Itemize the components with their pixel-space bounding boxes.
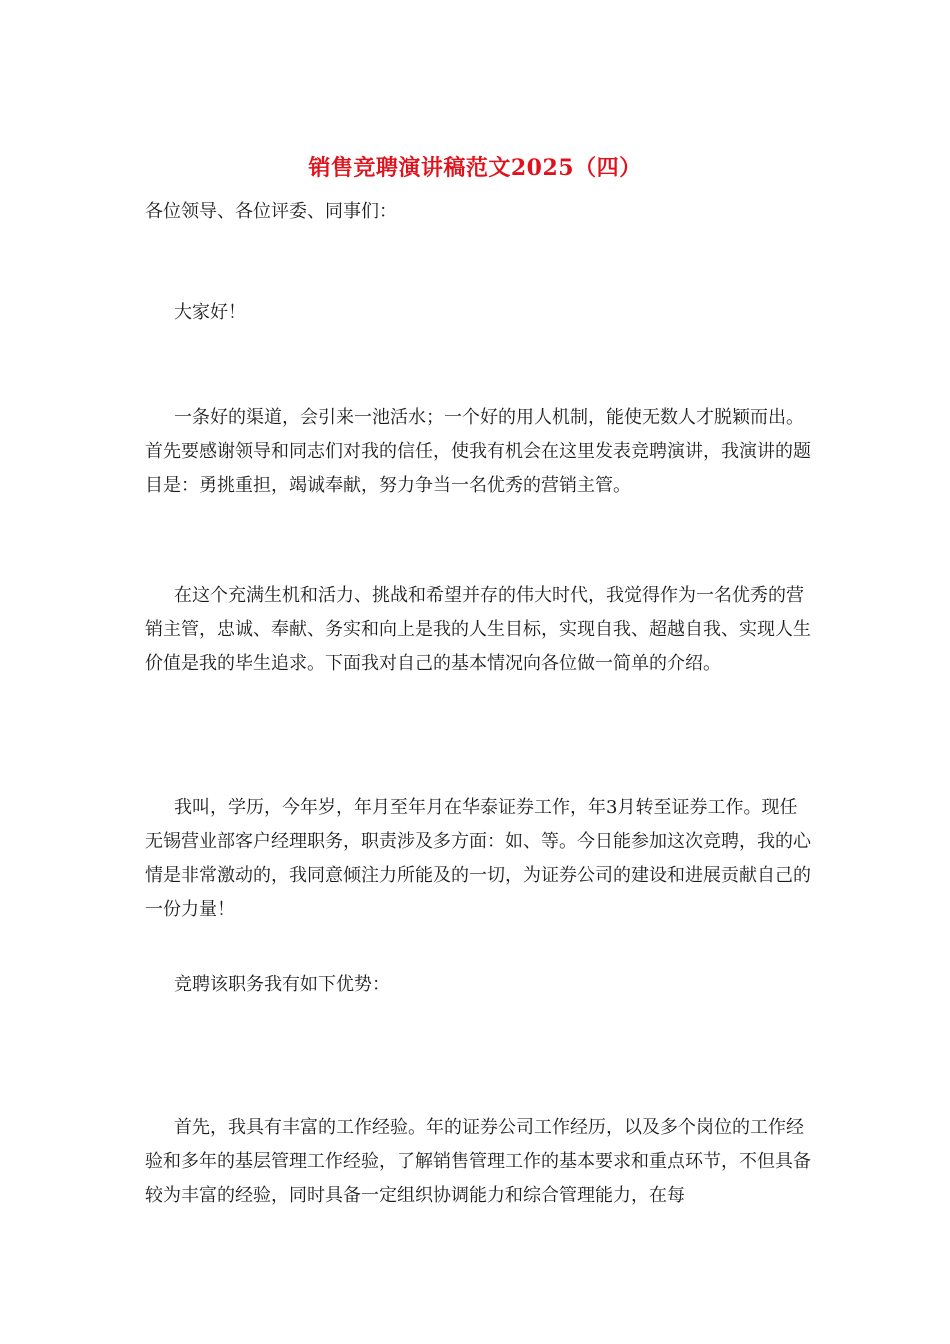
paragraph-intro: 一条好的渠道，会引来一池活水；一个好的用人机制，能使无数人才脱颖而出。首先要感谢领导和同志们对我的信任，使我有机会在这里发表竞聘演讲，我演讲的题目是：勇挑重担，竭诚奉献，努力争当一名优秀的营销主管。 — [145, 407, 811, 496]
salutation: 各位领导、各位评委、同事们： — [145, 201, 397, 222]
paragraph-advantages-heading: 竞聘该职务我有如下优势： — [174, 974, 390, 995]
paragraph-goals: 在这个充满生机和活力、挑战和希望并存的伟大时代，我觉得作为一名优秀的营销主管，忠诚、奉献、务实和向上是我的人生目标，实现自我、超越自我、实现人生价值是我的毕生追求。下面我对自己的基本情况向各位做一简单的介绍。 — [145, 585, 811, 674]
document-title: 销售竞聘演讲稿范文2025（四） — [308, 155, 642, 181]
paragraph-experience: 首先，我具有丰富的工作经验。年的证券公司工作经历，以及多个岗位的工作经验和多年的基层管理工作经验，了解销售管理工作的基本要求和重点环节，不但具备较为丰富的经验，同时具备一定组织协调能力和综合管理能力，在每 — [145, 1117, 811, 1206]
paragraph-greeting: 大家好！ — [174, 302, 246, 323]
paragraph-background: 我叫，学历，今年岁，年月至年月在华泰证券工作，年3月转至证券工作。现任无锡营业部客户经理职务，职责涉及多方面：如、等。今日能参加这次竞聘，我的心情是非常激动的，我同意倾注力所能及的一切，为证券公司的建设和进展贡献自己的一份力量！ — [145, 797, 811, 920]
